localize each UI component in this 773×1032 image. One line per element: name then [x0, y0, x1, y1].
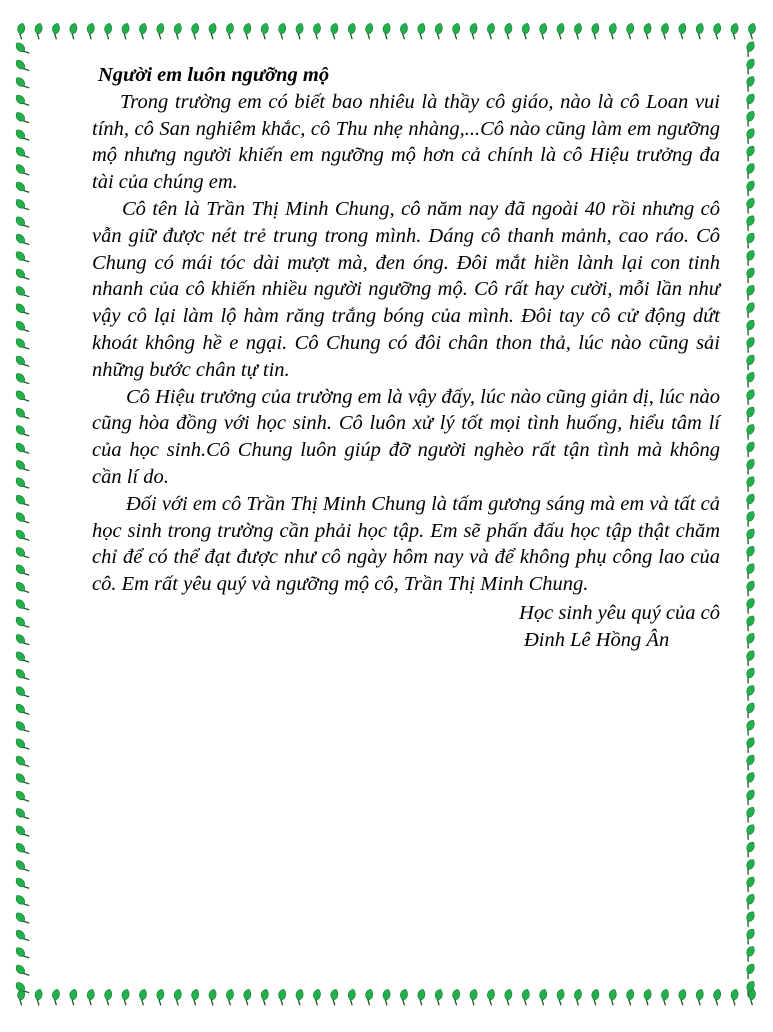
- leaf-icon: [742, 666, 757, 682]
- leaf-icon: [258, 22, 270, 39]
- leaf-icon: [102, 988, 114, 1005]
- leaf-icon: [154, 22, 166, 39]
- leaf-icon: [14, 41, 29, 57]
- leaf-icon: [537, 988, 549, 1005]
- leaf-icon: [742, 301, 757, 317]
- leaf-icon: [328, 22, 340, 39]
- leaf-icon: [624, 22, 636, 39]
- leaf-icon: [742, 545, 757, 561]
- leaf-icon: [345, 22, 357, 39]
- leaf-icon: [728, 988, 740, 1005]
- leaf-icon: [32, 22, 44, 39]
- leaf-icon: [742, 57, 757, 73]
- leaf-icon: [258, 988, 270, 1005]
- leaf-icon: [241, 22, 253, 39]
- leaf-icon: [293, 22, 305, 39]
- leaf-icon: [606, 22, 618, 39]
- leaf-icon: [554, 988, 566, 1005]
- leaf-icon: [14, 441, 29, 457]
- leaf-icon: [14, 806, 29, 822]
- leaf-icon: [467, 988, 479, 1005]
- leaf-icon: [742, 458, 757, 474]
- leaf-icon: [742, 40, 757, 56]
- leaf-icon: [742, 823, 757, 839]
- leaf-icon: [102, 22, 114, 39]
- leaf-icon: [32, 988, 44, 1005]
- paragraph-4: Đối với em cô Trần Thị Minh Chung là tấm gương sáng mà em và tất cả học sinh trong trường cần phải học tập. Em sẽ phấn đấu học tập thật chăm chỉ để có thể đạt được như cô ngày hôm nay và để không phụ công lao của cô. Em rất yêu quý và ngưỡng mộ cô, Trần Thị Minh Chung.: [92, 492, 720, 596]
- leaf-icon: [711, 22, 723, 39]
- leaf-icon: [310, 22, 322, 39]
- leaf-icon: [641, 988, 653, 1005]
- leaf-icon: [742, 649, 757, 665]
- leaf-icon: [415, 988, 427, 1005]
- leaf-icon: [742, 910, 757, 926]
- leaf-icon: [14, 597, 29, 613]
- leaf-icon: [742, 231, 757, 247]
- leaf-icon: [519, 22, 531, 39]
- leaf-icon: [742, 179, 757, 195]
- leaf-icon: [136, 988, 148, 1005]
- leaf-icon: [742, 753, 757, 769]
- leaf-icon: [742, 632, 757, 648]
- leaf-icon: [14, 180, 29, 196]
- leaf-icon: [276, 22, 288, 39]
- leaf-icon: [742, 440, 757, 456]
- leaf-icon: [742, 614, 757, 630]
- leaf-icon: [14, 458, 29, 474]
- leaf-icon: [589, 22, 601, 39]
- leaf-icon: [14, 580, 29, 596]
- leaf-icon: [742, 475, 757, 491]
- leaf-icon: [14, 650, 29, 666]
- leaf-icon: [742, 927, 757, 943]
- leaf-icon: [14, 267, 29, 283]
- leaf-icon: [415, 22, 427, 39]
- leaf-icon: [14, 771, 29, 787]
- leaf-icon: [742, 962, 757, 978]
- leaf-icon: [742, 684, 757, 700]
- leaf-icon: [742, 579, 757, 595]
- leaf-icon: [14, 354, 29, 370]
- leaf-icon: [14, 893, 29, 909]
- leaf-icon: [624, 988, 636, 1005]
- leaf-icon: [67, 22, 79, 39]
- signature-closing: Học sinh yêu quý của cô: [519, 602, 720, 624]
- leaf-icon: [241, 988, 253, 1005]
- leaf-icon: [171, 988, 183, 1005]
- leaf-icon: [84, 22, 96, 39]
- leaf-icon: [641, 22, 653, 39]
- leaf-icon: [119, 988, 131, 1005]
- leaf-icon: [658, 22, 670, 39]
- leaf-icon: [742, 945, 757, 961]
- leaf-icon: [742, 405, 757, 421]
- leaf-icon: [14, 93, 29, 109]
- leaf-icon: [14, 702, 29, 718]
- leaf-icon: [693, 22, 705, 39]
- leaf-icon: [14, 476, 29, 492]
- leaf-icon: [742, 388, 757, 404]
- leaf-icon: [363, 22, 375, 39]
- leaf-icon: [742, 110, 757, 126]
- letter-content: [92, 62, 720, 651]
- leaf-icon: [742, 371, 757, 387]
- leaf-icon: [14, 58, 29, 74]
- leaf-icon: [742, 197, 757, 213]
- leaf-icon: [154, 988, 166, 1005]
- leaf-icon: [345, 988, 357, 1005]
- leaf-icon: [14, 911, 29, 927]
- leaf-icon: [519, 988, 531, 1005]
- leaf-icon: [276, 988, 288, 1005]
- leaf-icon: [742, 510, 757, 526]
- leaf-icon: [742, 266, 757, 282]
- leaf-icon: [728, 22, 740, 39]
- leaf-icon: [14, 841, 29, 857]
- leaf-icon: [742, 858, 757, 874]
- leaf-icon: [742, 144, 757, 160]
- leaf-icon: [14, 545, 29, 561]
- leaf-icon: [742, 75, 757, 91]
- leaf-icon: [14, 284, 29, 300]
- leaf-icon: [537, 22, 549, 39]
- leaf-icon: [14, 719, 29, 735]
- leaf-icon: [742, 92, 757, 108]
- leaf-icon: [14, 876, 29, 892]
- leaf-icon: [14, 824, 29, 840]
- leaf-icon: [742, 701, 757, 717]
- leaf-icon: [742, 214, 757, 230]
- leaf-icon: [363, 988, 375, 1005]
- leaf-icon: [711, 988, 723, 1005]
- leaf-icon: [171, 22, 183, 39]
- leaf-icon: [571, 988, 583, 1005]
- leaf-icon: [14, 737, 29, 753]
- leaf-icon: [49, 988, 61, 1005]
- leaf-icon: [742, 492, 757, 508]
- leaf-icon: [742, 736, 757, 752]
- leaf-icon: [14, 963, 29, 979]
- leaf-icon: [432, 988, 444, 1005]
- leaf-icon: [380, 22, 392, 39]
- leaf-icon: [14, 75, 29, 91]
- leaf-icon: [742, 318, 757, 334]
- leaf-icon: [502, 988, 514, 1005]
- leaf-icon: [119, 22, 131, 39]
- leaf-icon: [742, 562, 757, 578]
- leaf-icon: [742, 806, 757, 822]
- leaf-icon: [293, 988, 305, 1005]
- leaf-icon: [742, 423, 757, 439]
- leaf-icon: [67, 988, 79, 1005]
- leaf-icon: [15, 22, 27, 39]
- leaf-icon: [14, 389, 29, 405]
- leaf-icon: [206, 22, 218, 39]
- leaf-icon: [742, 353, 757, 369]
- leaf-icon: [484, 988, 496, 1005]
- leaf-icon: [432, 22, 444, 39]
- leaf-icon: [742, 771, 757, 787]
- leaf-icon: [14, 493, 29, 509]
- leaf-icon: [14, 371, 29, 387]
- leaf-icon: [502, 22, 514, 39]
- leaf-icon: [14, 667, 29, 683]
- leaf-icon: [14, 110, 29, 126]
- leaf-icon: [14, 928, 29, 944]
- leaf-icon: [14, 684, 29, 700]
- leaf-icon: [14, 789, 29, 805]
- leaf-icon: [310, 988, 322, 1005]
- leaf-icon: [84, 988, 96, 1005]
- leaf-icon: [658, 988, 670, 1005]
- leaf-icon: [14, 754, 29, 770]
- leaf-icon: [328, 988, 340, 1005]
- leaf-icon: [571, 22, 583, 39]
- leaf-icon: [14, 215, 29, 231]
- leaf-icon: [742, 719, 757, 735]
- letter-title: Người em luôn ngưỡng mộ: [98, 64, 330, 86]
- leaf-icon: [14, 319, 29, 335]
- leaf-icon: [14, 423, 29, 439]
- leaf-icon: [189, 988, 201, 1005]
- leaf-icon: [14, 249, 29, 265]
- signature-block: [480, 600, 720, 654]
- leaf-icon: [189, 22, 201, 39]
- leaf-icon: [14, 858, 29, 874]
- leaf-icon: [206, 988, 218, 1005]
- leaf-icon: [693, 988, 705, 1005]
- leaf-icon: [742, 597, 757, 613]
- leaf-icon: [14, 945, 29, 961]
- leaf-icon: [14, 128, 29, 144]
- leaf-icon: [14, 406, 29, 422]
- leaf-icon: [742, 875, 757, 891]
- leaf-icon: [14, 232, 29, 248]
- paragraph-2: Cô tên là Trần Thị Minh Chung, cô năm nay đã ngoài 40 rồi nhưng cô vẫn giữ được nét trẻ trung trong mình. Dáng cô thanh mảnh, cao ráo. Cô Chung có mái tóc dài mượt mà, đen óng. Đôi mắt hiền lành lại con tinh nhanh của cô khiến nhiều người ngưỡng mộ. Cô rất hay cười, mỗi lần như vậy cô lại làm lộ hàm răng trắng bóng của mình. Đôi tay cô cử động dứt khoát không hề e ngại. Cô Chung có đôi chân thon thả, lúc nào cũng sải những bước chân tự tin.: [92, 197, 720, 381]
- leaf-icon: [14, 563, 29, 579]
- leaf-icon: [554, 22, 566, 39]
- paragraph-3: Cô Hiệu trưởng của trường em là vậy đấy, lúc nào cũng giản dị, lúc nào cũng hòa đồng với học sinh. Cô luôn xử lý tốt mọi tình huống, hiểu tâm lí của học sinh.Cô Chung luôn giúp đỡ người nghèo rất tận tình mà không cần lí do.: [92, 385, 720, 488]
- leaf-icon: [14, 197, 29, 213]
- leaf-icon: [676, 22, 688, 39]
- leaf-icon: [14, 302, 29, 318]
- leaf-icon: [223, 988, 235, 1005]
- leaf-icon: [397, 988, 409, 1005]
- leaf-icon: [745, 22, 757, 39]
- leaf-icon: [14, 162, 29, 178]
- leaf-icon: [742, 527, 757, 543]
- leaf-icon: [397, 22, 409, 39]
- leaf-icon: [14, 336, 29, 352]
- leaf-icon: [742, 840, 757, 856]
- leaf-icon: [606, 988, 618, 1005]
- leaf-icon: [484, 22, 496, 39]
- leaf-icon: [742, 127, 757, 143]
- leaf-icon: [742, 284, 757, 300]
- signature-name: Đinh Lê Hồng Ân: [524, 628, 670, 651]
- leaf-icon: [676, 988, 688, 1005]
- leaf-icon: [14, 615, 29, 631]
- leaf-icon: [450, 22, 462, 39]
- leaf-icon: [742, 336, 757, 352]
- leaf-icon: [14, 632, 29, 648]
- leaf-icon: [450, 988, 462, 1005]
- leaf-icon: [14, 528, 29, 544]
- leaf-icon: [742, 162, 757, 178]
- leaf-icon: [14, 510, 29, 526]
- leaf-icon: [742, 249, 757, 265]
- leaf-icon: [589, 988, 601, 1005]
- leaf-icon: [742, 893, 757, 909]
- leaf-icon: [136, 22, 148, 39]
- leaf-icon: [14, 145, 29, 161]
- leaf-icon: [467, 22, 479, 39]
- paragraph-1: Trong trường em có biết bao nhiêu là thầy cô giáo, nào là cô Loan vui tính, cô San nghiêm khắc, cô Thu nhẹ nhàng,...Cô nào cũng làm em ngưỡng mộ nhưng người khiến em ngưỡng mộ hơn cả chính là cô Hiệu trưởng đa tài của chúng em.: [92, 90, 720, 194]
- leaf-icon: [223, 22, 235, 39]
- leaf-icon: [49, 22, 61, 39]
- leaf-icon: [380, 988, 392, 1005]
- leaf-icon: [742, 788, 757, 804]
